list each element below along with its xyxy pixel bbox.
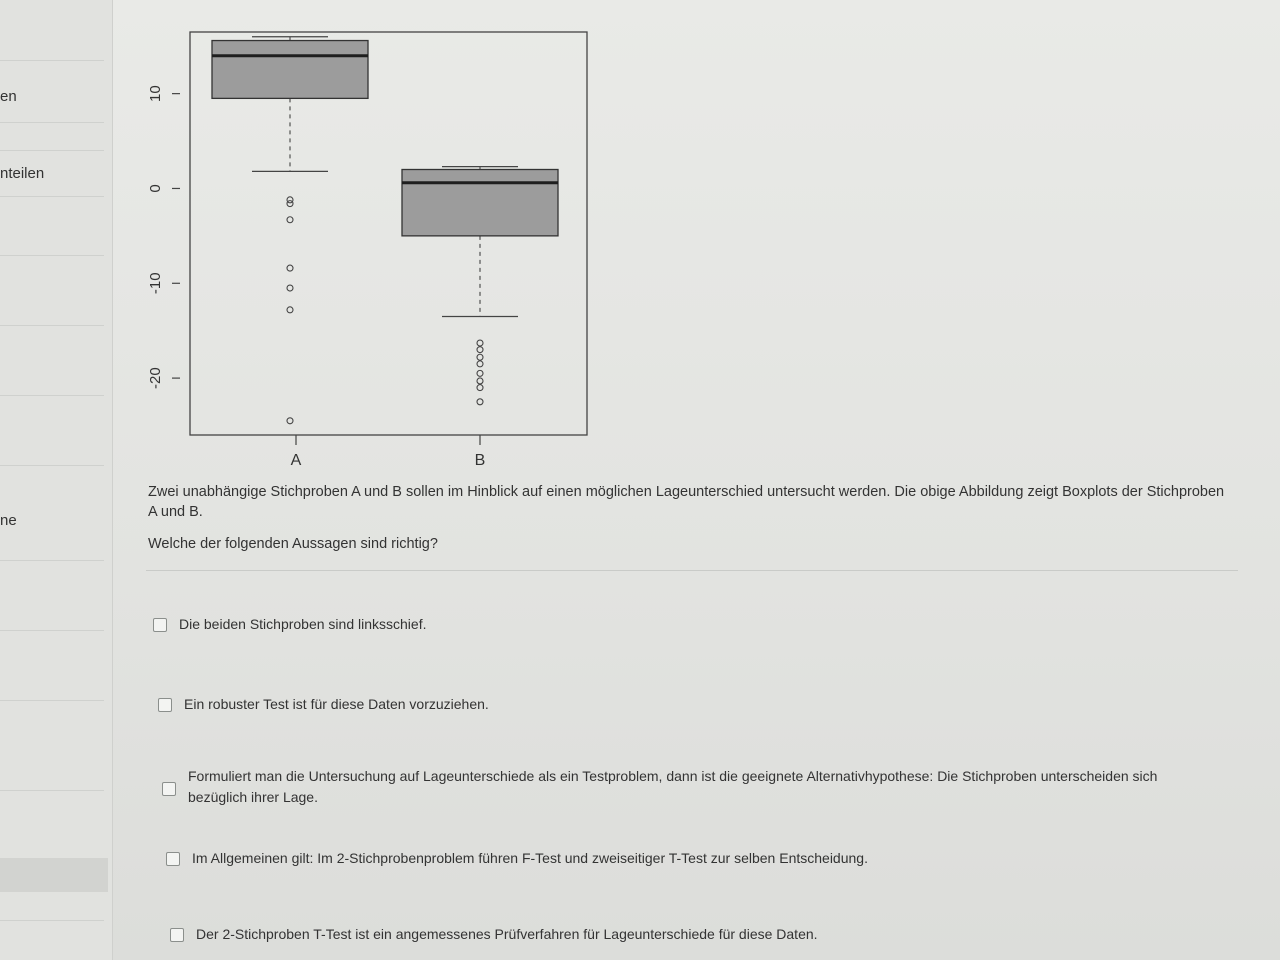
sidebar-item-active[interactable] (0, 858, 108, 892)
option-4-checkbox[interactable] (166, 852, 180, 866)
sidebar-item-label: nteilen (0, 165, 45, 182)
outlier-point (477, 361, 483, 367)
box-A (212, 37, 368, 424)
y-tick-label: -20 (147, 367, 164, 389)
y-tick-label: 0 (147, 184, 164, 193)
outlier-point (477, 399, 483, 405)
y-tick-label: 10 (147, 85, 164, 102)
option-4-label: Im Allgemeinen gilt: Im 2-Stichprobenproblem führen F-Test und zweiseitiger T-Test zur selben Entscheidung. (192, 850, 868, 866)
outlier-point (287, 265, 293, 271)
sidebar-item-label: en (0, 88, 17, 105)
y-axis (147, 85, 180, 389)
x-tick-label: A (290, 452, 302, 469)
outlier-point (477, 340, 483, 346)
sidebar-divider (0, 630, 104, 631)
option-2-checkbox[interactable] (158, 698, 172, 712)
sidebar-item-3[interactable] (0, 512, 17, 529)
option-5-label: Der 2-Stichproben T-Test ist ein angemessenes Prüfverfahren für Lageunterschiede für diese Daten. (196, 926, 818, 942)
box-iqr (402, 169, 558, 235)
divider (146, 570, 1238, 571)
outlier-point (477, 354, 483, 360)
outlier-point (287, 217, 293, 223)
option-1-label: Die beiden Stichproben sind linksschief. (179, 616, 427, 632)
sidebar-divider (0, 920, 104, 921)
sidebar-divider (0, 700, 104, 701)
option-5-checkbox[interactable] (170, 928, 184, 942)
outlier-point (287, 201, 293, 207)
boxplot-chart (0, 0, 600, 470)
sidebar-divider (0, 790, 104, 791)
option-3-checkbox[interactable] (162, 782, 176, 796)
x-axis (291, 435, 486, 469)
outlier-point (477, 378, 483, 384)
sidebar-item-label: ne (0, 512, 17, 529)
outlier-point (477, 347, 483, 353)
option-1[interactable] (153, 614, 1153, 635)
box-B (402, 167, 558, 405)
question-intro: Zwei unabhängige Stichproben A und B sollen im Hinblick auf einen möglichen Lageunterschied untersucht werden. Die obige Abbildung zeigt Boxplots der Stichproben A und B. (148, 484, 1225, 520)
question-prompt: Welche der folgenden Aussagen sind richtig? (148, 536, 438, 552)
option-5[interactable] (170, 924, 1210, 945)
box-iqr (212, 41, 368, 99)
outlier-point (287, 285, 293, 291)
outlier-point (287, 307, 293, 313)
outlier-point (287, 418, 293, 424)
x-tick-label: B (474, 452, 486, 469)
option-2-label: Ein robuster Test ist für diese Daten vorzuziehen. (184, 696, 489, 712)
option-4[interactable] (166, 848, 1206, 869)
outlier-point (477, 370, 483, 376)
option-2[interactable] (158, 694, 1158, 715)
sidebar-divider (0, 560, 104, 561)
option-3-label: Formuliert man die Untersuchung auf Lageunterschiede als ein Testproblem, dann ist die geeignete Alternativhypothese: Die Stichproben unterscheiden sich bezüglich ihrer Lage. (188, 768, 1158, 805)
boxes (212, 37, 558, 424)
outlier-point (477, 385, 483, 391)
y-tick-label: -10 (147, 272, 164, 295)
option-1-checkbox[interactable] (153, 618, 167, 632)
option-3[interactable] (162, 766, 1202, 808)
